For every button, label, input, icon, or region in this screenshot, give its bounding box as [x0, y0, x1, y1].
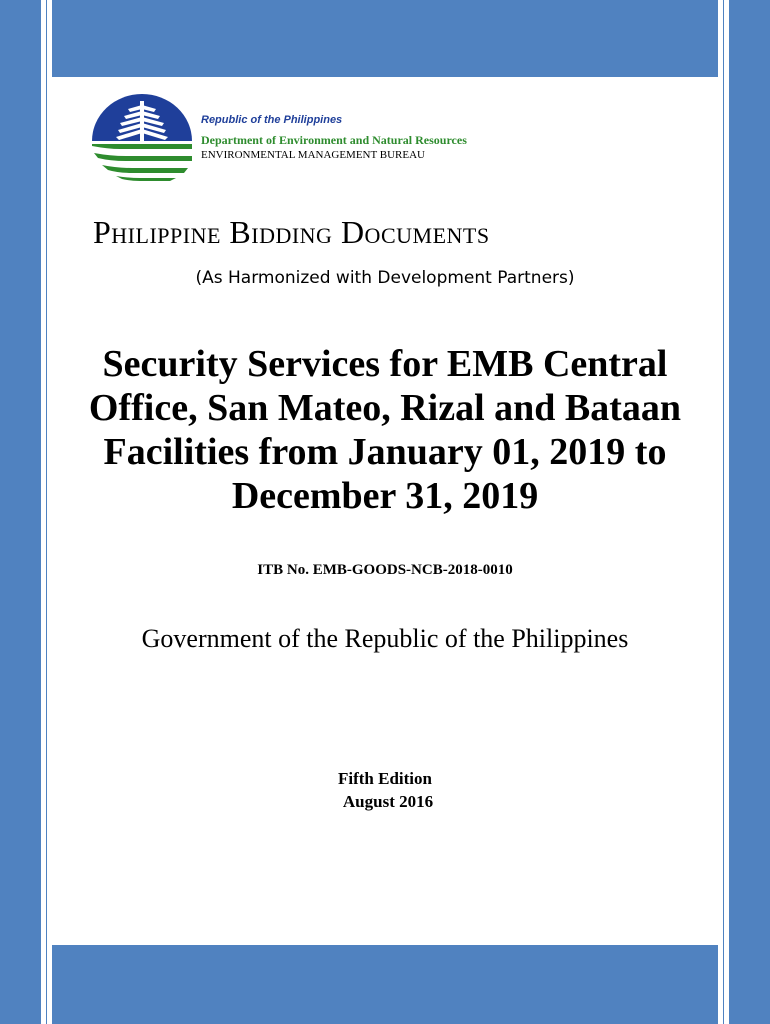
government-label: Government of the Republic of the Philippines	[141, 624, 629, 653]
edition-label: Fifth Edition	[338, 769, 432, 788]
left-border-bar	[0, 0, 41, 1024]
top-border-bar	[52, 0, 718, 77]
right-border-bar	[729, 0, 770, 1024]
itb-number: ITB No. EMB-GOODS-NCB-2018-0010	[257, 562, 513, 578]
right-border-line	[723, 0, 724, 1024]
left-border-line	[46, 0, 47, 1024]
document-title: Philippine Bidding Documents	[93, 214, 490, 250]
republic-label: Republic of the Philippines	[201, 114, 343, 126]
bureau-label: ENVIRONMENTAL MANAGEMENT BUREAU	[201, 149, 425, 161]
bottom-border-bar	[52, 945, 718, 1024]
department-label: Department of Environment and Natural Resources	[201, 133, 467, 147]
document-subtitle: (As Harmonized with Development Partners)	[195, 268, 575, 288]
denr-seal-icon	[90, 93, 194, 181]
project-title: Security Services for EMB Central Office, San Mateo, Rizal and Bataan Facilities from January 01, 2019 to December 31, 2019	[88, 343, 682, 517]
agency-header	[201, 113, 621, 162]
edition-date: August 2016	[342, 792, 434, 811]
